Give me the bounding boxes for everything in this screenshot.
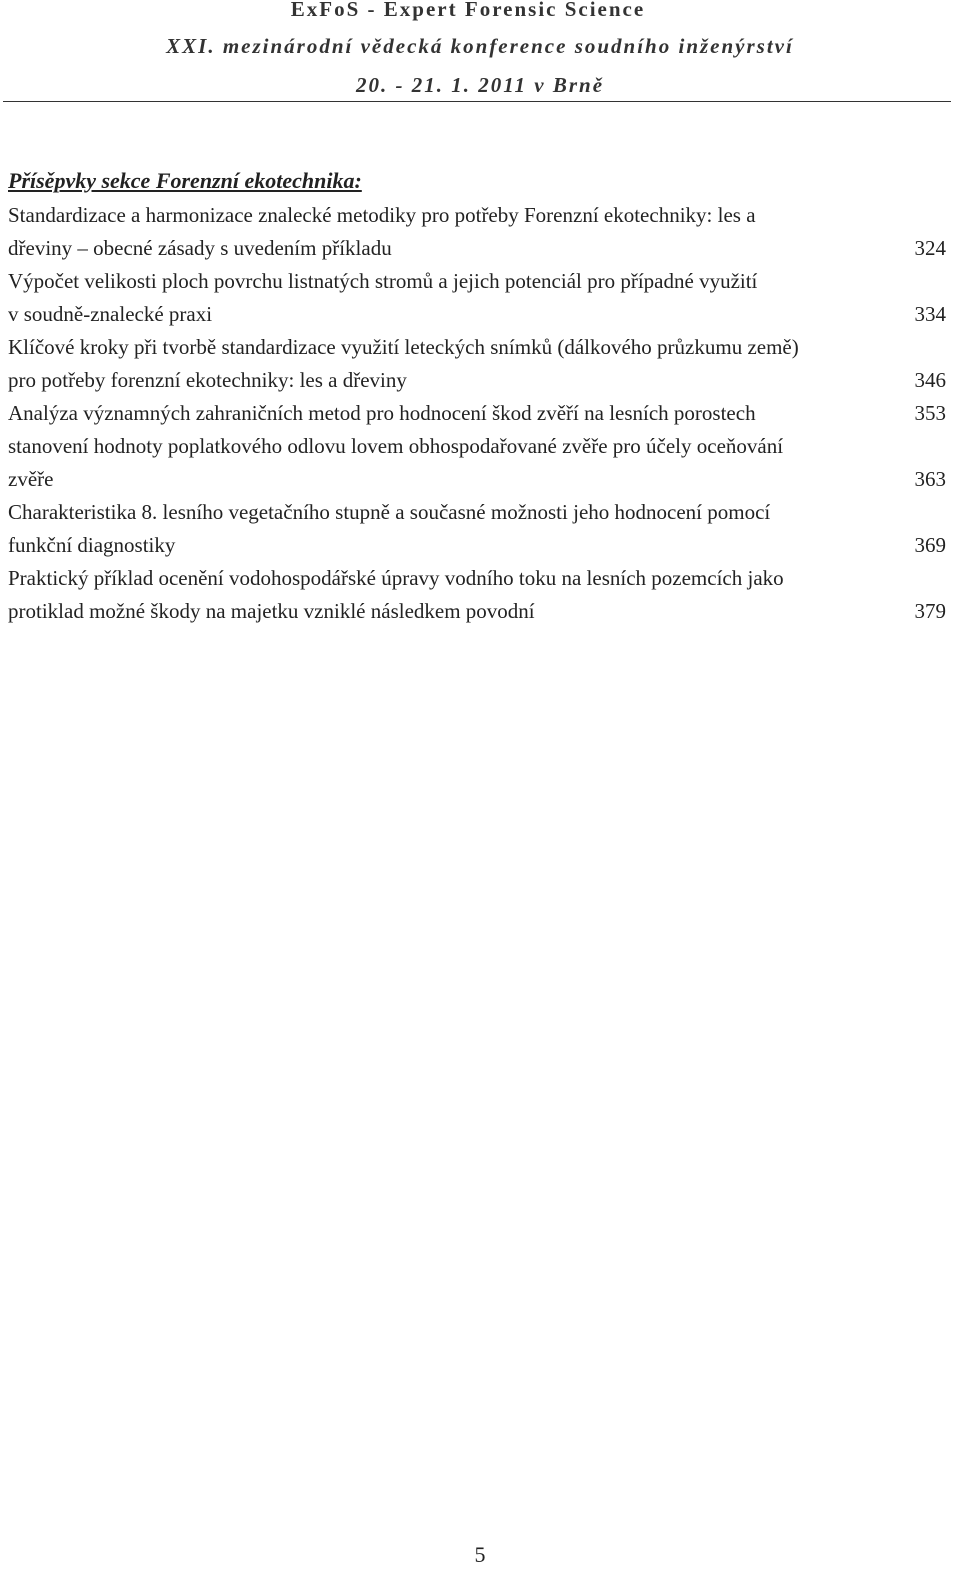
section-title: Přísěpvky sekce Forenzní ekotechnika: [8,168,362,193]
toc-page-number: 334 [914,302,946,326]
toc-entry-text: funkční diagnostiky [8,533,176,557]
header-title: ExFoS - Expert Forensic Science [290,0,646,21]
header-date: 20. - 21. 1. 2011 v Brně [355,73,605,97]
toc-page-number: 346 [914,368,946,392]
toc-entry-line [8,298,946,331]
toc-entry-line [8,364,946,397]
toc-entry-line [8,562,946,595]
toc-entry-line [8,331,946,364]
toc-entry-text: Praktický příklad ocenění vodohospodářské úpravy vodního toku na lesních pozemcích jako [8,566,784,590]
toc-page-number: 379 [914,599,946,623]
toc-page-number: 353 [914,401,946,425]
header-divider [3,101,951,102]
toc-entry-text: Charakteristika 8. lesního vegetačního stupně a současné možnosti jeho hodnocení pomocí [8,500,771,524]
toc-entry-line [8,595,946,628]
toc-entry-text: zvěře [8,467,54,491]
toc-entry-line [8,496,946,529]
toc-entry-text: Standardizace a harmonizace znalecké metodiky pro potřeby Forenzní ekotechniky: les a [8,203,756,227]
toc-entry-text: pro potřeby forenzní ekotechniky: les a dřeviny [8,368,407,392]
toc-entry-line [8,463,946,496]
toc-entry-text: protiklad možné škody na majetku vzniklé následkem povodní [8,599,535,623]
toc-entry-text: stanovení hodnoty poplatkového odlovu lovem obhospodařované zvěře pro účely oceňování [8,434,784,458]
toc-entry-text: Klíčové kroky při tvorbě standardizace využití leteckých snímků (dálkového průzkumu země) [8,335,799,359]
toc-entry-text: Výpočet velikosti ploch povrchu listnatých stromů a jejich potenciál pro případné využití [8,269,758,293]
toc-page-number: 363 [914,467,946,491]
toc-entry-text: dřeviny – obecné zásady s uvedením příkladu [8,236,392,260]
page-number: 5 [474,1542,486,1567]
toc-entry-line [8,265,946,298]
toc-entry-text: v soudně-znalecké praxi [8,302,213,326]
toc-entry-line [8,529,946,562]
header-conference: XXI. mezinárodní vědecká konference soudního inženýrství [166,34,794,58]
toc-page-number: 369 [914,533,946,557]
toc-entry-line [8,397,946,430]
toc-entry-text: Analýza významných zahraničních metod pro hodnocení škod zvěří na lesních porostech [8,401,756,425]
toc-entry-line [8,232,946,265]
toc-entry-line [8,199,946,232]
toc-entry-line [8,430,946,463]
toc-page-number: 324 [914,236,946,260]
